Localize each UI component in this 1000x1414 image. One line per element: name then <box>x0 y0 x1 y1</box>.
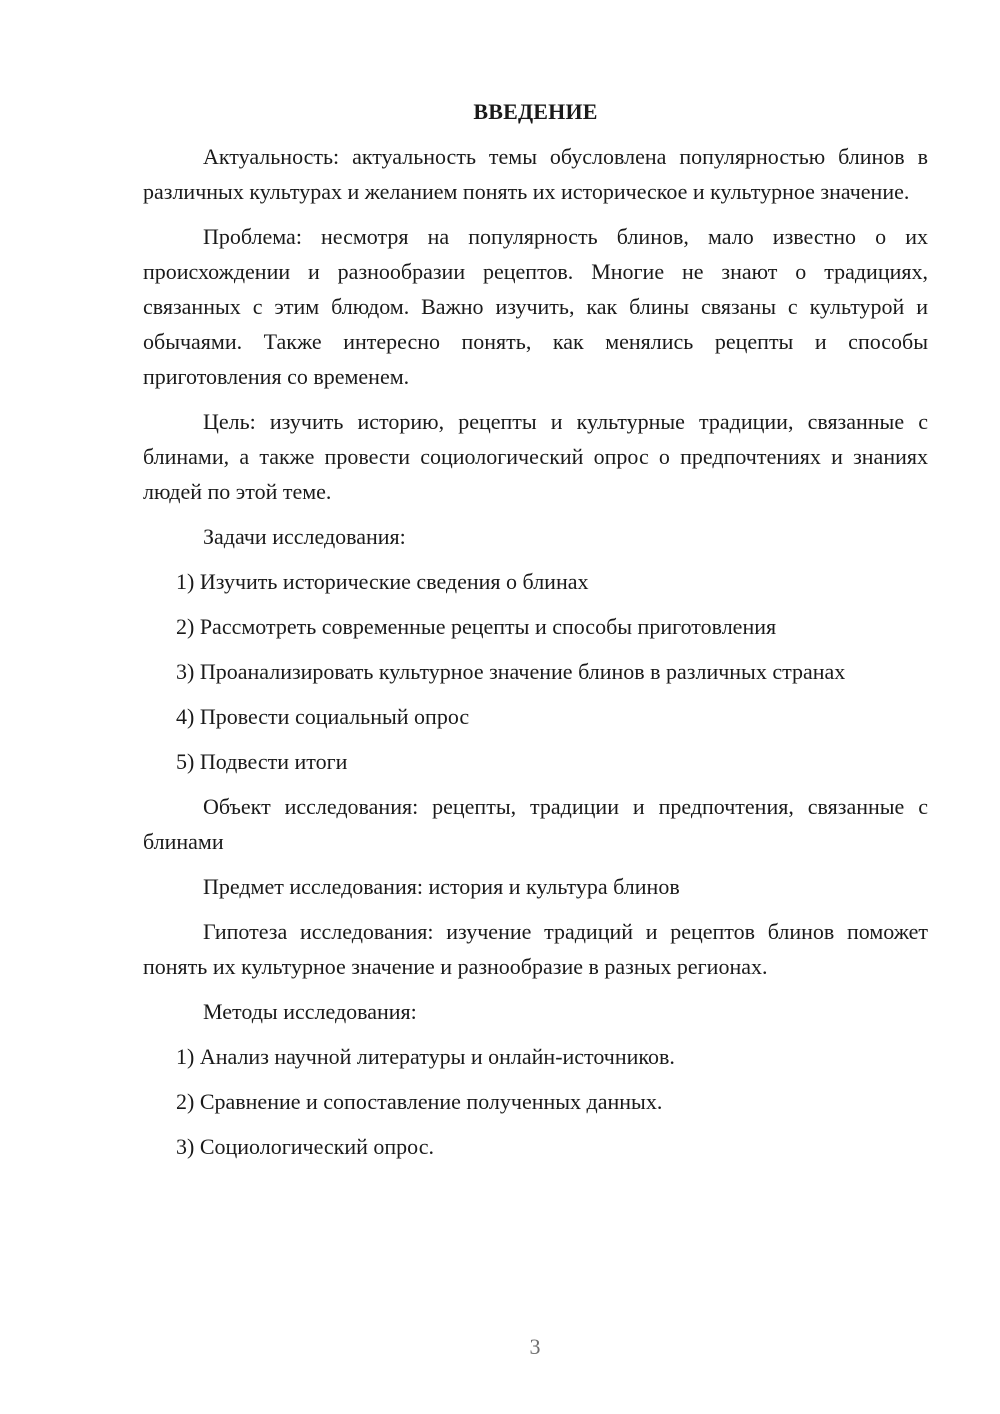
method-item-2: 2) Сравнение и сопоставление полученных данных. <box>176 1089 663 1114</box>
hypothesis-paragraph: Гипотеза исследования: изучение традиций и рецептов блинов поможет понять их культурное значение и разнообразие в разных регионах. <box>143 919 928 979</box>
object-paragraph: Объект исследования: рецепты, традиции и предпочтения, связанные с блинами <box>143 794 928 854</box>
subject-paragraph: Предмет исследования: история и культура блинов <box>203 874 680 899</box>
relevance-paragraph: Актуальность: актуальность темы обусловлена популярностью блинов в различных культурах и желанием понять их историческое и культурное значение. <box>143 144 928 204</box>
method-item-1: 1) Анализ научной литературы и онлайн-источников. <box>176 1044 675 1069</box>
method-item-3: 3) Социологический опрос. <box>176 1134 434 1159</box>
problem-paragraph: Проблема: несмотря на популярность блинов, мало известно о их происхождении и разнообразии рецептов. Многие не знают о традициях, связанных с этим блюдом. Важно изучить, как блины связаны с культурой и обычаями. Также интересно понять, как менялись рецепты и способы приготовления со временем. <box>143 224 928 389</box>
page-number: 3 <box>529 1334 541 1359</box>
task-item-1: 1) Изучить исторические сведения о блинах <box>176 569 589 594</box>
methods-heading: Методы исследования: <box>203 999 417 1024</box>
tasks-heading: Задачи исследования: <box>203 524 406 549</box>
task-item-2: 2) Рассмотреть современные рецепты и способы приготовления <box>176 614 777 639</box>
goal-paragraph: Цель: изучить историю, рецепты и культурные традиции, связанные с блинами, а также провести социологический опрос о предпочтениях и знаниях людей по этой теме. <box>143 409 928 504</box>
task-item-5: 5) Подвести итоги <box>176 749 348 774</box>
page-content <box>143 94 928 1174</box>
task-item-4: 4) Провести социальный опрос <box>176 704 470 729</box>
section-title: ВВЕДЕНИЕ <box>473 99 598 124</box>
task-item-3: 3) Проанализировать культурное значение блинов в различных странах <box>176 659 846 684</box>
